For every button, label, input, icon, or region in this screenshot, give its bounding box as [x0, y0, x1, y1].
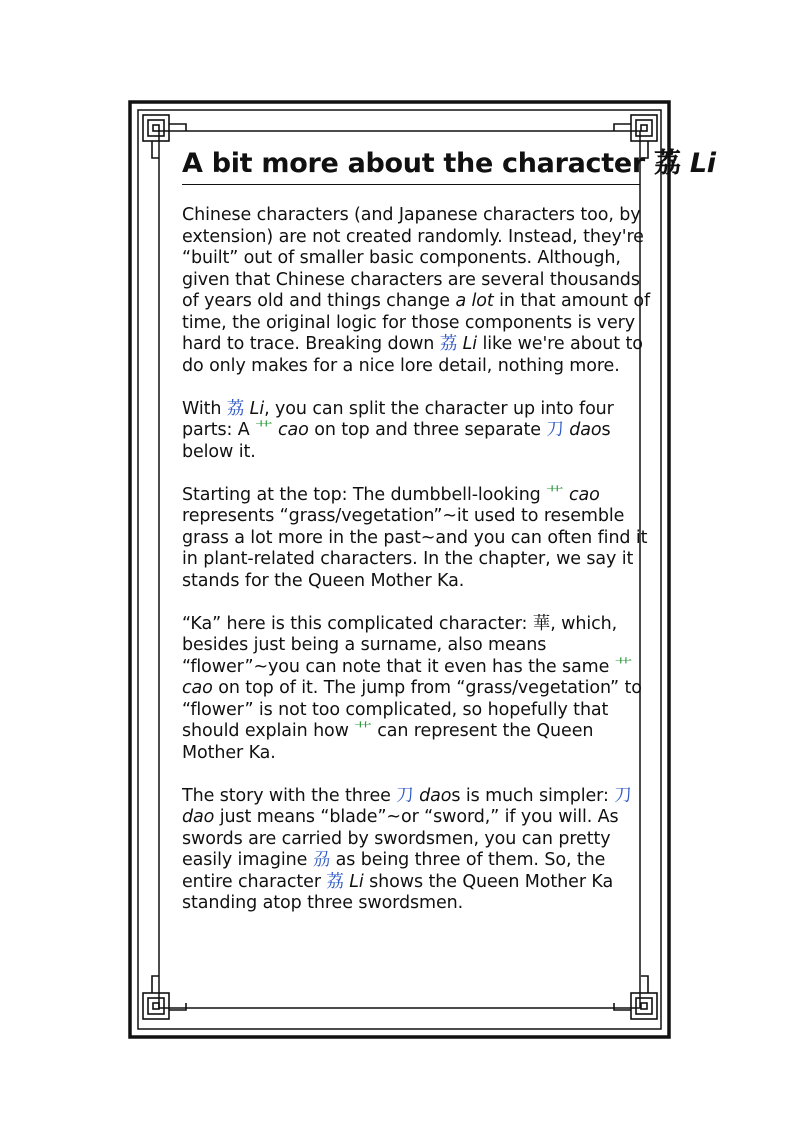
text-segment: With [182, 398, 227, 419]
italic-text: a lot [455, 291, 494, 311]
highlight-character-blue: 刕 [312, 850, 331, 870]
text-segment: , which, besides just being a surname, also means “flower”~you can note that it even has the same [182, 613, 618, 677]
italic-text: dao [419, 785, 452, 806]
italic-text: cao [569, 484, 600, 505]
highlight-character-blue: 刀 [396, 785, 414, 806]
text-segment: can represent the Queen Mother Ka. [182, 721, 594, 763]
italic-text: cao [277, 420, 309, 440]
text-segment: The story with the three [182, 785, 397, 806]
text-segment: 華 [532, 613, 551, 634]
paragraph [182, 399, 652, 464]
highlight-character-blue: 刀 [614, 785, 632, 806]
corner-ornament-icon [143, 115, 186, 158]
text-segment: shows the Queen Mother Ka standing atop three swordsmen. [182, 871, 614, 913]
highlight-character-blue: 荔 [226, 398, 245, 419]
text-segment: in that amount of time, the original logic for those components is very hard to trace. Breaking down [182, 291, 651, 354]
highlight-character-blue: 荔 [326, 871, 344, 892]
text-segment: like we're about to do only makes for a nice lore detail, nothing more. [182, 334, 643, 376]
text-segment: s is much simpler: [451, 785, 615, 806]
italic-text: Li [249, 398, 265, 419]
text-segment: “Ka” here is this complicated character: [182, 613, 533, 634]
title-char: 荔 [654, 148, 681, 179]
highlight-character-blue: 荔 [439, 334, 458, 354]
text-segment: just means “blade”~or “sword,” if you will. As swords are carried by swordsmen, you can pretty easily imagine [182, 807, 619, 870]
paragraph [182, 614, 652, 765]
italic-text: dao [569, 420, 602, 440]
text-segment: , you can split the character up into four parts: A [182, 398, 614, 440]
paragraph [182, 205, 652, 377]
text-segment: represents “grass/vegetation”~it used to resemble grass a lot more in the past~and you can often find it in plant-related characters. In the chapter, we say it stands for the Queen Mother Ka. [182, 506, 648, 591]
highlight-character-green: 艹 [354, 721, 372, 741]
page-title [182, 148, 716, 185]
text-segment: on top of it. The jump from “grass/vegetation” to “flower” is not too complicated, so hopefully that should explain how [182, 678, 642, 741]
text-segment: Chinese characters (and Japanese characters too, by extension) are not created randomly. Instead, they're “built” out of smaller basic components. Although, given that Chinese characters are several thousands of years old and things change [182, 205, 644, 311]
text-segment: on top and three separate [308, 420, 547, 440]
article [182, 148, 716, 936]
highlight-character-green: 艹 [614, 656, 633, 677]
text-segment: Starting at the top: The dumbbell-looking [182, 484, 547, 505]
italic-text: Li [462, 334, 478, 354]
paragraph [182, 786, 652, 915]
highlight-character-blue: 刀 [546, 420, 564, 440]
title-text: A bit more about the character [182, 148, 645, 179]
title-romanized: Li [689, 148, 716, 179]
text-segment: s below it. [182, 420, 611, 462]
highlight-character-green: 艹 [255, 420, 273, 440]
italic-text: dao [182, 807, 215, 827]
highlight-character-green: 艹 [546, 484, 564, 505]
body-text [182, 205, 652, 915]
text-segment: as being three of them. So, the entire character [182, 850, 606, 892]
italic-text: cao [182, 678, 213, 698]
italic-text: Li [349, 871, 364, 892]
paragraph [182, 485, 652, 593]
